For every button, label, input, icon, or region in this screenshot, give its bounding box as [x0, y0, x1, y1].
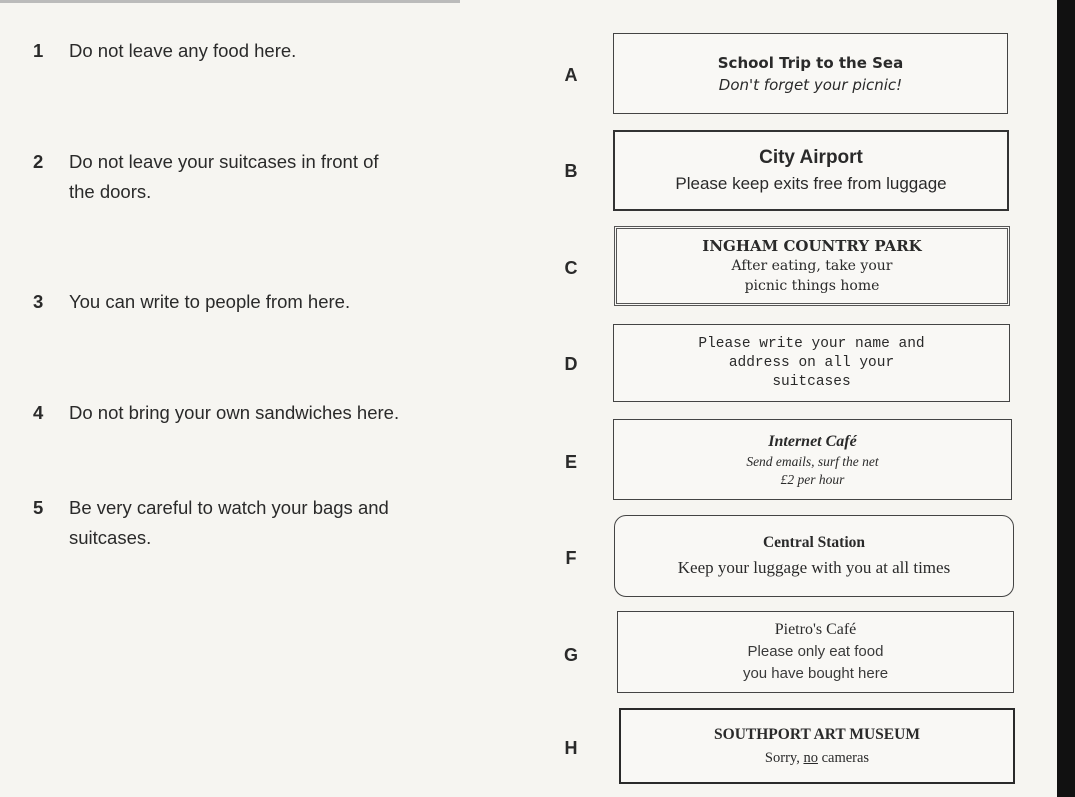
sign-text: Please only eat food [747, 643, 884, 660]
question-text [69, 36, 493, 66]
question-line: Do not leave any food here. [69, 40, 297, 61]
question-line: suitcases. [69, 527, 152, 548]
question-text [69, 493, 493, 553]
question-text [69, 398, 493, 428]
question-5 [33, 493, 493, 553]
sign-h [619, 708, 1015, 784]
sign-text: suitcases [772, 373, 851, 390]
sign-g [617, 611, 1014, 693]
sign-title: Central Station [762, 534, 866, 551]
sign-letter-f: F [565, 548, 577, 568]
question-text [69, 287, 493, 317]
page-edge-shadow [1057, 0, 1075, 797]
sign-e [613, 419, 1012, 500]
question-line: Do not leave your suitcases in front of [69, 151, 379, 172]
question-line: You can write to people from here. [69, 291, 351, 312]
question-number: 4 [33, 402, 44, 423]
question-number: 5 [33, 497, 44, 518]
question-number: 1 [33, 40, 44, 61]
question-number: 2 [33, 151, 44, 172]
question-3 [33, 287, 493, 317]
top-rule [0, 0, 460, 3]
sign-text [765, 747, 869, 769]
sign-title: INGHAM COUNTRY PARK [702, 237, 922, 255]
question-line: Be very careful to watch your bags and [69, 497, 389, 518]
sign-d [613, 324, 1010, 402]
sign-text: Keep your luggage with you at all times [677, 558, 951, 577]
sign-text: Please write your name and [698, 335, 925, 352]
question-line: Do not bring your own sandwiches here. [69, 402, 400, 423]
sign-text: picnic things home [744, 278, 880, 294]
question-line: the doors. [69, 181, 152, 202]
sign-b [613, 130, 1009, 211]
sign-text-part: Sorry, [764, 750, 804, 766]
sign-title: Pietro's Café [774, 621, 857, 638]
sign-text-underlined: no [803, 750, 818, 766]
sign-text: £2 per hour [780, 471, 845, 487]
sign-text: Send emails, surf the net [746, 453, 879, 469]
sign-text: address on all your [728, 354, 895, 371]
sign-text: you have bought here [742, 665, 889, 682]
sign-title: City Airport [759, 146, 863, 168]
sign-letter-b: B [564, 161, 578, 181]
sign-text: Please keep exits free from luggage [675, 173, 947, 193]
sign-letter-c: C [564, 258, 578, 278]
sign-title: Internet Café [768, 432, 857, 450]
sign-letter-e: E [564, 452, 577, 472]
question-4 [33, 398, 493, 428]
sign-c [614, 226, 1010, 306]
sign-letter-h: H [564, 738, 578, 758]
sign-title: School Trip to the Sea [717, 53, 904, 72]
sign-text: Don't forget your picnic! [718, 75, 903, 94]
sign-a [613, 33, 1008, 114]
sign-f [614, 515, 1014, 597]
sign-text: After eating, take your [731, 258, 893, 274]
sign-letter-a: A [564, 65, 578, 85]
question-number: 3 [33, 291, 44, 312]
question-1 [33, 36, 493, 66]
sign-letter-g: G [563, 645, 578, 665]
sign-letter-d: D [564, 354, 578, 374]
question-text [69, 147, 493, 207]
question-2 [33, 147, 493, 207]
sign-title: SOUTHPORT ART MUSEUM [714, 726, 920, 743]
sign-text-part: cameras [817, 750, 870, 766]
